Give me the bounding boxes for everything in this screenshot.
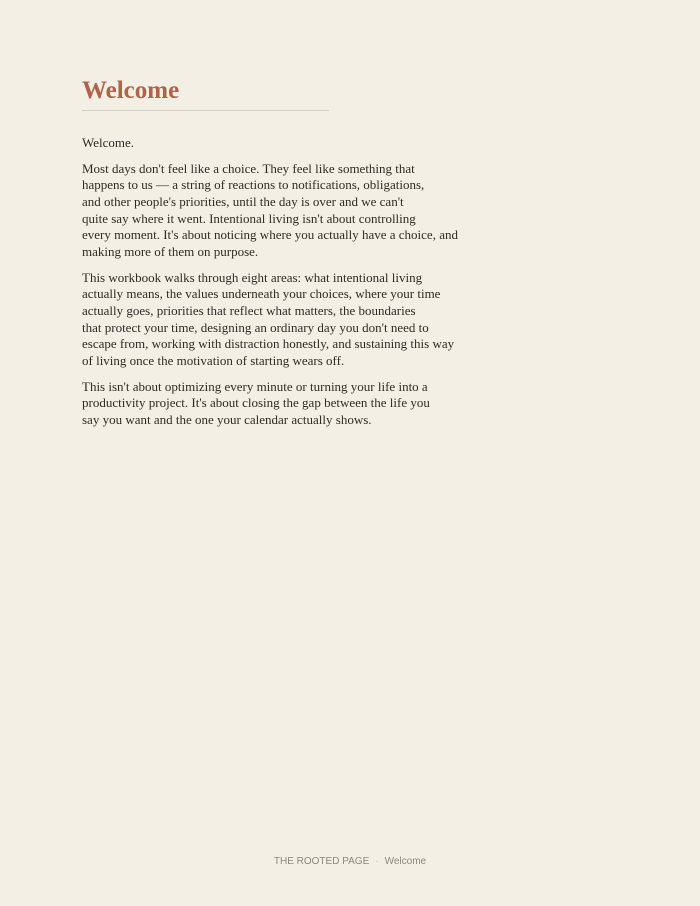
paragraph-line: every moment. It's about noticing where you actually have a choice, and bbox=[82, 227, 458, 243]
paragraph-line: actually means, the values underneath your choices, where your time bbox=[82, 286, 441, 302]
paragraph-line: Welcome. bbox=[82, 135, 135, 150]
paragraph-line: making more of them on purpose. bbox=[82, 244, 259, 260]
page-title: Welcome bbox=[82, 77, 180, 104]
paragraph-line: happens to us — a string of reactions to notifications, obligations, bbox=[82, 177, 425, 193]
body-paragraph bbox=[82, 379, 442, 429]
body-paragraph bbox=[82, 160, 458, 261]
paragraph-line: escape from, working with distraction honestly, and sustaining this way bbox=[82, 336, 455, 352]
paragraph-line: actually goes, priorities that reflect what matters, the boundaries bbox=[82, 302, 416, 318]
paragraph-line: Most days don't feel like a choice. They feel like something that bbox=[82, 160, 415, 176]
paragraph-line: This workbook walks through eight areas: what intentional living bbox=[82, 269, 423, 285]
page-footer bbox=[0, 855, 700, 868]
paragraph-line: This isn't about optimizing every minute or turning your life into a bbox=[82, 378, 428, 394]
paragraph-line: quite say where it went. Intentional living isn't about controlling bbox=[82, 210, 416, 226]
intro-paragraph bbox=[82, 135, 442, 152]
body-paragraph bbox=[82, 269, 455, 370]
paragraph-line: and other people's priorities, until the day is over and we can't bbox=[82, 193, 404, 209]
footer-publication: THE ROOTED PAGE bbox=[273, 856, 370, 867]
footer-section: Welcome bbox=[384, 856, 427, 867]
footer-separator: · bbox=[375, 856, 379, 867]
paragraph-line: productivity project. It's about closing the gap between the life you bbox=[82, 395, 430, 411]
paragraph-line: say you want and the one your calendar actually shows. bbox=[82, 411, 372, 427]
title-divider bbox=[82, 110, 329, 111]
paragraph-line: of living once the motivation of starting wears off. bbox=[82, 353, 345, 369]
paragraph-line: that protect your time, designing an ordinary day you don't need to bbox=[82, 319, 429, 335]
page-content bbox=[82, 76, 458, 437]
